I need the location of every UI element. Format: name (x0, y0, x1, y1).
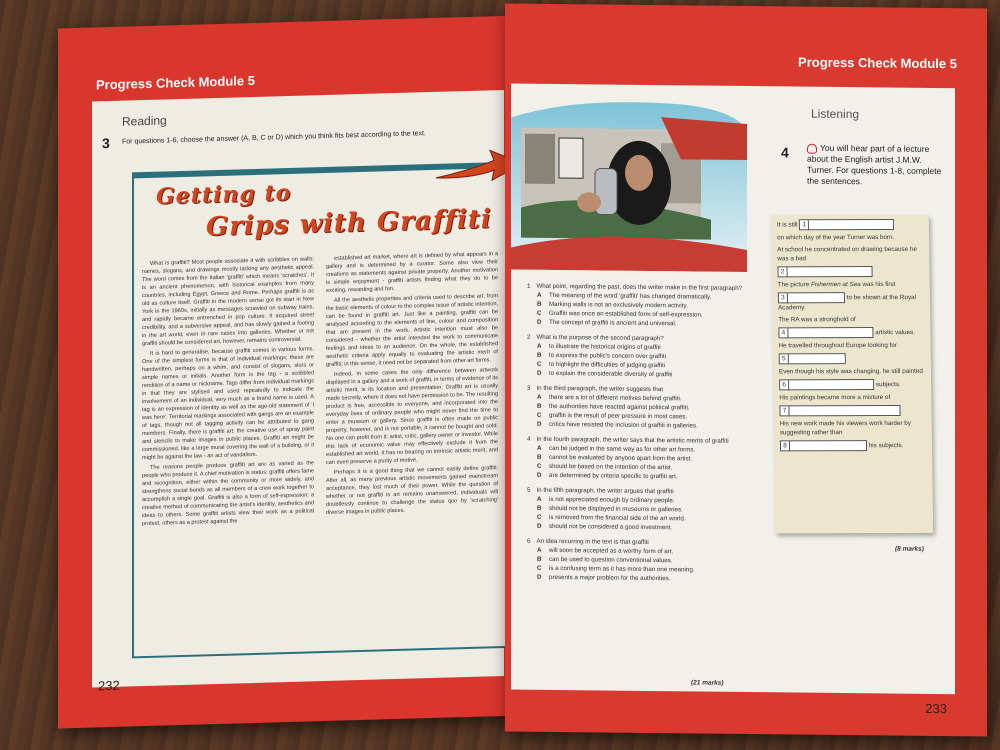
page-number-left: 232 (98, 677, 120, 694)
right-page-content (511, 84, 955, 695)
question-4 (527, 435, 777, 483)
option[interactable]: C is removed from the financial side of the art world. (537, 513, 686, 523)
paragraph: Indeed, in some cases the only difference between artwork displayed in a gallery and a work of graffiti, in terms of evidence of its artistic merit, is its location and presentation. Graffiti art is usually made secretly, where it does not have permission to be. The resulting product is free, accessible to everyone, and incorporated into the everyday lives of ordinary people who might never find the time to enter a museum or gallery. Since graffiti is often made on public property, however, and is not portable, it cannot be bought and sold. No one can profit from it: artist, critic, gallery owner or investor. While this lack of economic value may effectively exclude it from the established art world, it has no bearing on intrinsic artistic merit, and can even preserve a purity of motive. (326, 367, 498, 466)
option[interactable]: B cannot be evaluated by anyone apart from the artist. (537, 453, 693, 463)
listening-notes-card: It is still 1 on which day of the year Turner was born. At school he concentrated on drawing because he was a bad 2 The picture Fishermen at Sea was his first 3 to be shown at the Royal Academy. The RA was a stronghold of 4 artistic values. He travelled throughout Europe looking for 5 Even though his style was changing, he still painted 6 subjects. His paintings became more a mixture of 7 His new work made his viewers work harder by suggesting rather than 8 his subjects. (771, 215, 933, 534)
option[interactable]: C is a confusing term as it has more than one meaning. (537, 564, 695, 574)
question-number: 2 (527, 333, 531, 341)
question-number: 3 (527, 384, 531, 392)
question-stem: In the fifth paragraph, the writer argues that graffiti (536, 486, 674, 496)
module-header-left: Progress Check Module 5 (96, 72, 255, 93)
gap-5-input[interactable]: 5 (779, 353, 846, 364)
page-number-right: 233 (925, 700, 947, 717)
listening-heading: Listening (811, 106, 860, 122)
article-column-2 (326, 250, 498, 519)
graffiti-photo (511, 98, 747, 272)
gap-6-input[interactable]: 6 (779, 379, 874, 390)
question-6 (527, 537, 777, 585)
gap-4-input[interactable]: 4 (778, 327, 873, 338)
option[interactable]: A there are a lot of different motives behind graffiti. (537, 393, 682, 403)
article-title-line2: Grips with Graffiti (206, 204, 492, 243)
reading-questions (527, 282, 777, 591)
option[interactable]: C Graffiti was once an established form of self-expression. (537, 309, 703, 319)
article-title-line1: Getting to (156, 179, 292, 210)
question-stem: In the third paragraph, the writer suggests that (536, 384, 664, 394)
left-page-content (92, 90, 504, 688)
headphones-icon (807, 143, 817, 153)
option[interactable]: B to express the public's concern over graffiti (537, 351, 666, 361)
option[interactable]: A The meaning of the word 'graffiti' has changed dramatically. (537, 291, 712, 301)
question-stem: An idea recurring in the text is that graffiti (536, 537, 649, 546)
reading-instructions: For questions 1-6, choose the answer (A, B, C or D) which you think fits best according to the text. (122, 130, 426, 146)
paragraph: What is graffiti? Most people associate it with scribbles on walls: names, slogans, and drawings mostly lacking any aesthetic appeal. The word comes from the Italian 'graffiti' which means 'scratches'. It is an ancient phenomenon, with historical examples from many countries, including Egypt, Greece and Rome. Perhaps graffiti is as old as culture itself. Graffiti in the modern sense got its start in New York in the 1960s, initially as messages scrawled on subway trains, and rapidly became entrenched in pop culture. It acquired street credibility, and a subversive appeal, and has slowly gained a footing in the art world, even in rare cases into galleries. Whether or not graffiti should be considered art, however, remains controversial. (142, 256, 314, 348)
option[interactable]: C graffiti is the result of peer pressure in most cases. (537, 411, 688, 421)
option[interactable]: D The concept of graffiti is ancient and universal. (537, 318, 677, 328)
reading-question-number: 3 (102, 135, 110, 152)
question-number: 5 (527, 486, 531, 494)
module-header-right: Progress Check Module 5 (798, 54, 957, 72)
option[interactable]: C should be based on the intention of the artist. (537, 462, 673, 472)
left-page (58, 16, 520, 729)
question-5 (527, 486, 777, 534)
question-number: 4 (527, 435, 531, 443)
option[interactable]: A is not appreciated enough by ordinary people. (537, 495, 675, 505)
question-2 (527, 333, 777, 381)
question-number: 6 (527, 537, 531, 545)
question-stem: In the fourth paragraph, the writer says that the artistic merits of graffiti (536, 435, 729, 445)
option[interactable]: B Marking walls is not an exclusively modern activity. (537, 300, 688, 310)
gap-3-input[interactable]: 3 (778, 292, 845, 303)
option[interactable]: B should not be displayed in museums or galleries. (537, 504, 683, 514)
gap-7-input[interactable]: 7 (779, 405, 900, 416)
option[interactable]: B can be used to question conventional values. (537, 555, 673, 565)
option[interactable]: A can be judged in the same way as for other art forms. (537, 444, 696, 454)
option[interactable]: D should not be considered a good investment. (537, 522, 673, 532)
option[interactable]: A to illustrate the historical origins of graffiti (537, 342, 661, 352)
listening-marks: (8 marks) (895, 545, 924, 553)
option[interactable]: D to explain the considerable diversity of graffiti (537, 369, 673, 379)
option[interactable]: A will soon be accepted as a worthy form of art. (537, 546, 674, 556)
listening-instructions: You will hear part of a lecture about the English artist J.M.W. Turner. For questions 1-8, complete the sentences. (807, 142, 942, 187)
paragraph: All the aesthetic properties and criteria used to describe art, from the basic elements of colour to the complex issue of artistic intention, can be found in graffiti art. Just like a painting, graffiti can be analysed according to the elements of line, colour and composition that are present in the work. Artistic intention must also be considered - whether the artist intended the work to communicate feelings and ideas to an audience. On the whole, the established aesthetic criteria apply equally to evaluating the artistic merit of graffiti; in this sense, it need not be separated from other art forms. (326, 293, 498, 368)
paragraph: The reasons people produce graffiti art are as varied as the people who produce it. A chief motivation is status: graffiti offers fame and recognition, either within the community or more widely, and strengthens social bonds as all members of a crew work together to accomplish a single goal. Graffiti is also a form of self-expression: a creative method of communicating the artist's identity, aesthetics and ideas to others. Some graffiti artists view their work as a political protest, others as a protest against the (142, 460, 314, 528)
paragraph: Perhaps it is a good thing that we cannot easily define graffiti. After all, as many previous artistic movements gained mainstream acceptance, they lost much of their power. While the question of whether or not graffiti is art remains unanswered, individuals will doubtlessly continue to challenge the status quo by 'scratching' diverse images in public places. (326, 465, 498, 516)
paragraph: It is hard to generalise, because graffiti comes in various forms. One of the simplest forms is that of individual markings; these are handwritten, perhaps on a whim, and consist of slogans, slurs or simple names or initials. Another form is the tag - a scribbled rendition of a name or nickname. Tags differ from individual markings in that they are stylised and used repeatedly to indicate the involvement of an individual, very much as a brand name is used. A tag is an expression of identity as well as the age-old statement of 'I was here'. Territorial markings associated with gangs are an example of tags, though not all tagging activity can be attributed to gang members. Finally, there is graffiti art: the creative use of spray paint and stencils to make images in public places. Graffiti art might be commissioned, like a large mural covering the wall of a building, or it might be against the law - an act of vandalism. (142, 346, 314, 462)
listening-question-number: 4 (781, 144, 789, 161)
option[interactable]: D presents a major problem for the authorities. (537, 573, 671, 583)
paragraph: established art market, where art is defined by what appears in a gallery and is determined by a curator. Some also view their creations as statements against private property. Another motivation is simple enjoyment - graffiti artists finding what they do to be exciting, rewarding and fun. (326, 251, 498, 294)
question-number: 1 (527, 282, 531, 290)
option[interactable]: D critics have resisted the inclusion of graffiti in galleries. (537, 420, 698, 430)
article-column-1 (142, 255, 314, 530)
question-stem: What is the purpose of the second paragraph? (536, 333, 664, 343)
right-page (505, 3, 987, 736)
option[interactable]: D are determined by criteria specific to graffiti art. (537, 471, 678, 481)
question-stem: What point, regarding the past, does the writer make in the first paragraph? (536, 282, 743, 292)
gap-8-input[interactable]: 8 (780, 440, 867, 451)
question-1 (527, 282, 777, 330)
reading-marks: (21 marks) (691, 679, 724, 687)
reading-heading: Reading (122, 113, 167, 129)
article (132, 162, 512, 659)
gap-1-input[interactable]: 1 (799, 219, 894, 230)
gap-2-input[interactable]: 2 (777, 266, 872, 277)
option[interactable]: C to highlight the difficulties of judging graffiti (537, 360, 666, 370)
question-3 (527, 384, 777, 432)
option[interactable]: B the authorities have reacted against political graffiti. (537, 402, 690, 412)
